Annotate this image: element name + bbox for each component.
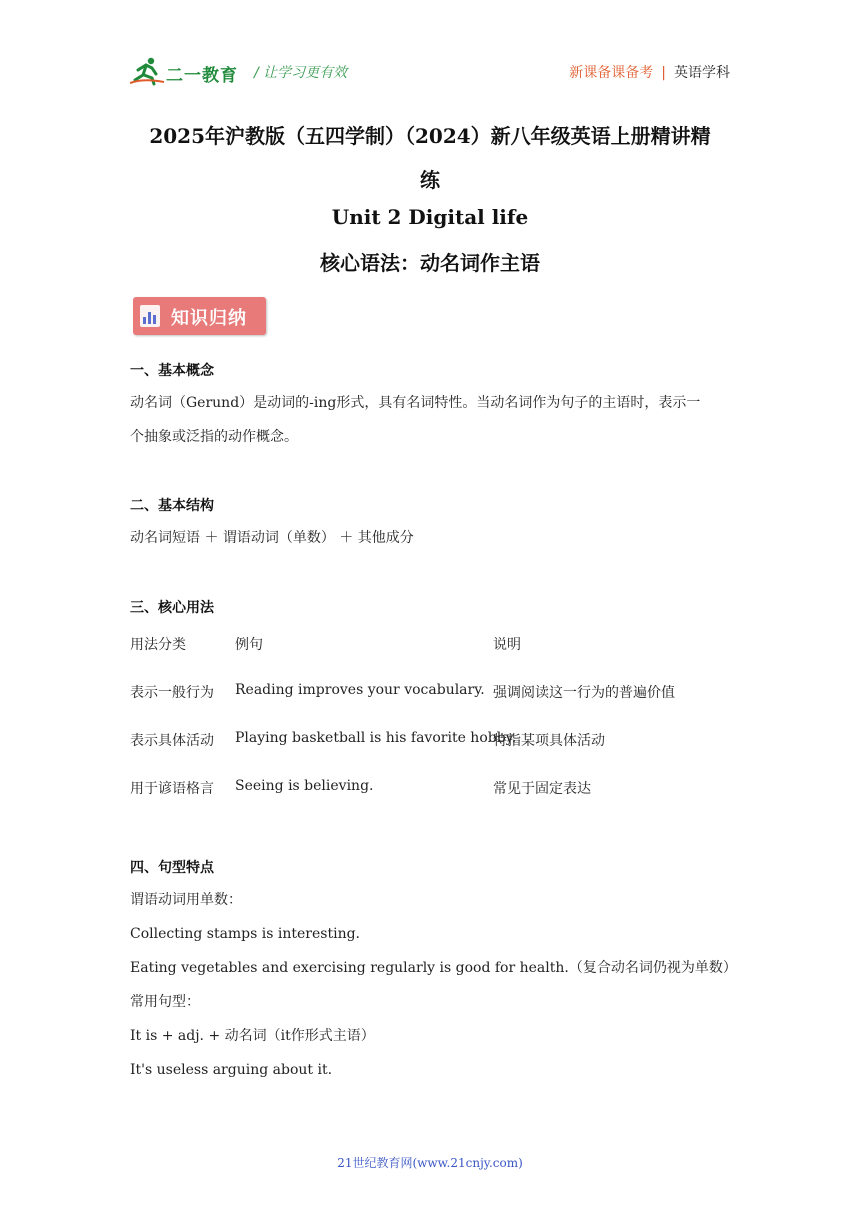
section-3-heading: 三、核心用法 xyxy=(130,600,214,616)
header-tags xyxy=(569,62,730,82)
table-header-cell: 用法分类 xyxy=(130,637,186,653)
table-cell: 用于谚语格言 xyxy=(130,781,214,797)
grammar-title: 核心语法：动名词作主语 xyxy=(320,251,540,275)
unit-title: Unit 2 Digital life xyxy=(331,205,529,229)
section-4-line: Eating vegetables and exercising regularly is good for health.（复合动名词仍视为单数） xyxy=(130,960,737,976)
section-4-heading: 四、句型特点 xyxy=(130,860,214,876)
table-header-cell: 说明 xyxy=(493,637,521,653)
knowledge-summary-banner xyxy=(133,297,266,335)
section-1-heading: 一、基本概念 xyxy=(130,363,214,379)
section-1-line-2: 个抽象或泛指的动作概念。 xyxy=(130,429,298,445)
running-figure-icon xyxy=(130,56,164,86)
table-row xyxy=(130,670,735,718)
table-header-cell: 例句 xyxy=(235,637,263,653)
section-2-line-1: 动名词短语 ＋ 谓语动词（单数） ＋ 其他成分 xyxy=(130,530,414,546)
table-cell: 强调阅读这一行为的普遍价值 xyxy=(493,685,675,701)
page-footer: 21世纪教育网(www.21cnjy.com) xyxy=(337,1156,523,1170)
document-title xyxy=(110,114,750,202)
section-4-line: It's useless arguing about it. xyxy=(130,1062,333,1078)
section-4-line: 常用句型： xyxy=(130,994,200,1010)
title-line-1b: 练 xyxy=(420,168,440,192)
table-cell: 表示一般行为 xyxy=(130,685,214,701)
page-header xyxy=(130,54,730,90)
section-1-line-1: 动名词（Gerund）是动词的-ing形式，具有名词特性。当动名词作为句子的主语时，表示一 xyxy=(130,395,701,411)
header-tag-left: 新课备课备考 xyxy=(569,65,654,81)
table-row xyxy=(130,718,735,766)
table-cell: 表示具体活动 xyxy=(130,733,214,749)
section-4-line: Collecting stamps is interesting. xyxy=(130,926,360,942)
banner-label: 知识归纳 xyxy=(171,308,247,329)
chart-book-icon xyxy=(139,303,161,329)
title-line-1: 2025年沪教版（五四学制）（2024）新八年级英语上册精讲精 xyxy=(149,124,711,148)
section-4-line: It is + adj. + 动名词（it作形式主语） xyxy=(130,1028,375,1044)
header-separator: | xyxy=(661,65,666,81)
section-1-text xyxy=(130,386,735,454)
table-header-row xyxy=(130,622,735,670)
header-tag-right: 英语学科 xyxy=(674,65,730,81)
table-cell: 常见于固定表达 xyxy=(493,781,591,797)
logo-text: 二一教育 xyxy=(166,66,238,86)
section-4-line: 谓语动词用单数： xyxy=(130,892,242,908)
table-cell: Playing basketball is his favorite hobby. xyxy=(235,730,517,746)
section-2-heading: 二、基本结构 xyxy=(130,498,214,514)
section-4-text xyxy=(130,883,735,1087)
table-cell: Reading improves your vocabulary. xyxy=(235,682,485,698)
table-row xyxy=(130,766,735,814)
slogan: / 让学习更有效 xyxy=(254,65,348,81)
table-cell: Seeing is believing. xyxy=(235,778,374,794)
table-cell: 特指某项具体活动 xyxy=(493,733,605,749)
